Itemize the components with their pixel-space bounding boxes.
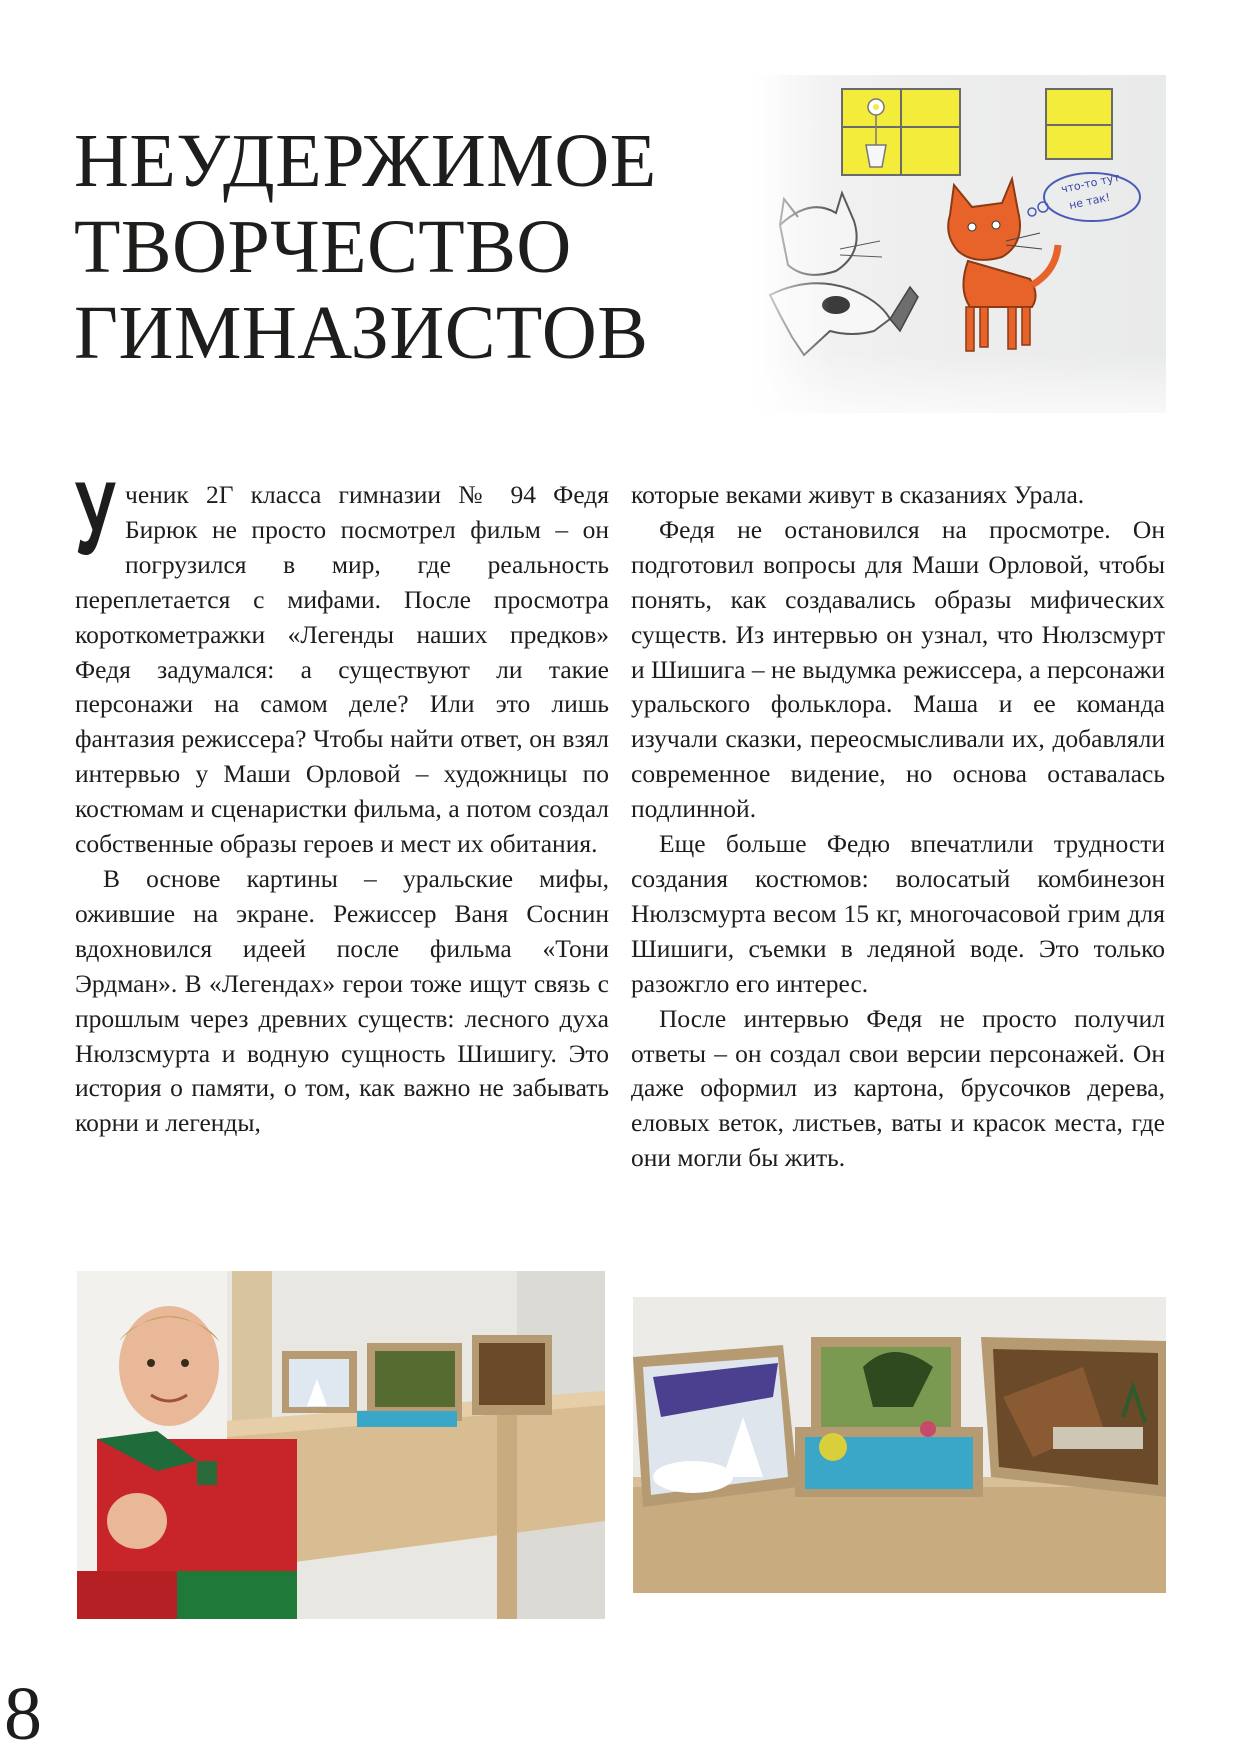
photo-dioramas-illustration bbox=[633, 1297, 1166, 1593]
paragraph-2: В основе картины – уральские мифы, ожившие на экране. Режиссер Ваня Соснин вдохновился идеей после фильма «Тони Эрдман». В «Легендах» герои тоже ищут связь с прошлым через древних существ: лесного духа Нюлзсмурта и водную сущность Шишигу. Это история о памяти, о том, как важно не забывать корни и легенды, bbox=[75, 863, 609, 1138]
photo-dioramas bbox=[633, 1297, 1166, 1593]
child-drawing-cats bbox=[740, 75, 1166, 413]
title-line-3: ГИМНАЗИСТОВ bbox=[74, 291, 649, 375]
paragraph-2-continued: которые веками живут в сказаниях Урала. bbox=[631, 480, 1085, 509]
article-column-left bbox=[75, 461, 609, 1141]
drawing-bottom-fade bbox=[740, 353, 1166, 413]
article-column-right bbox=[631, 478, 1165, 1176]
drop-cap: У bbox=[75, 461, 116, 577]
paragraph-1 bbox=[75, 461, 609, 862]
title-line-2: ТВОРЧЕСТВО bbox=[74, 205, 572, 289]
speech-bubble-line-2: не так! bbox=[1067, 190, 1112, 212]
speech-bubble-line-1: что-то тут bbox=[1059, 170, 1121, 196]
paragraph-1-text: ченик 2Г класса гимназии № 94 Федя Бирюк не просто посмотрел фильм – он погрузился в мир, где реальность переплетается с мифами. После просмотра короткометражки «Легенды наших предков» Федя задумался: а существуют ли такие персонажи на самом деле? Или это лишь фантазия режиссера? Чтобы найти ответ, он взял интервью у Маши Орловой – художницы по костюмам и сценаристки фильма, а потом создал собственные образы героев и мест их обитания. bbox=[75, 480, 609, 859]
paragraph-3: Федя не остановился на просмотре. Он подготовил вопросы для Маши Орловой, чтобы понять, как создавались образы мифических существ. Из интервью он узнал, что Нюлзсмурт и Шишига – не выдумка режиссера, а персонажи уральского фольклора. Маша и ее команда изучали сказки, переосмысливали их, добавляли современное видение, но основа оставалась подлинной. bbox=[631, 514, 1165, 824]
title-line-1: НЕУДЕРЖИМОЕ bbox=[74, 119, 657, 203]
photo-boy-illustration bbox=[77, 1271, 605, 1619]
photo-boy-with-dioramas bbox=[77, 1271, 605, 1619]
paragraph-5: После интервью Федя не просто получил ответы – он создал свои версии персонажей. Он даже оформил из картона, брусочков дерева, еловых веток, листьев, ваты и красок места, где они могли бы жить. bbox=[631, 1003, 1165, 1173]
article-title bbox=[74, 118, 694, 376]
page-number: 8 bbox=[4, 1672, 42, 1756]
paragraph-4: Еще больше Федю впечатлили трудности создания костюмов: волосатый комбинезон Нюлзсмурта весом 15 кг, многочасовой грим для Шишиги, съемки в ледяной воде. Это только разожгло его интерес. bbox=[631, 829, 1165, 998]
